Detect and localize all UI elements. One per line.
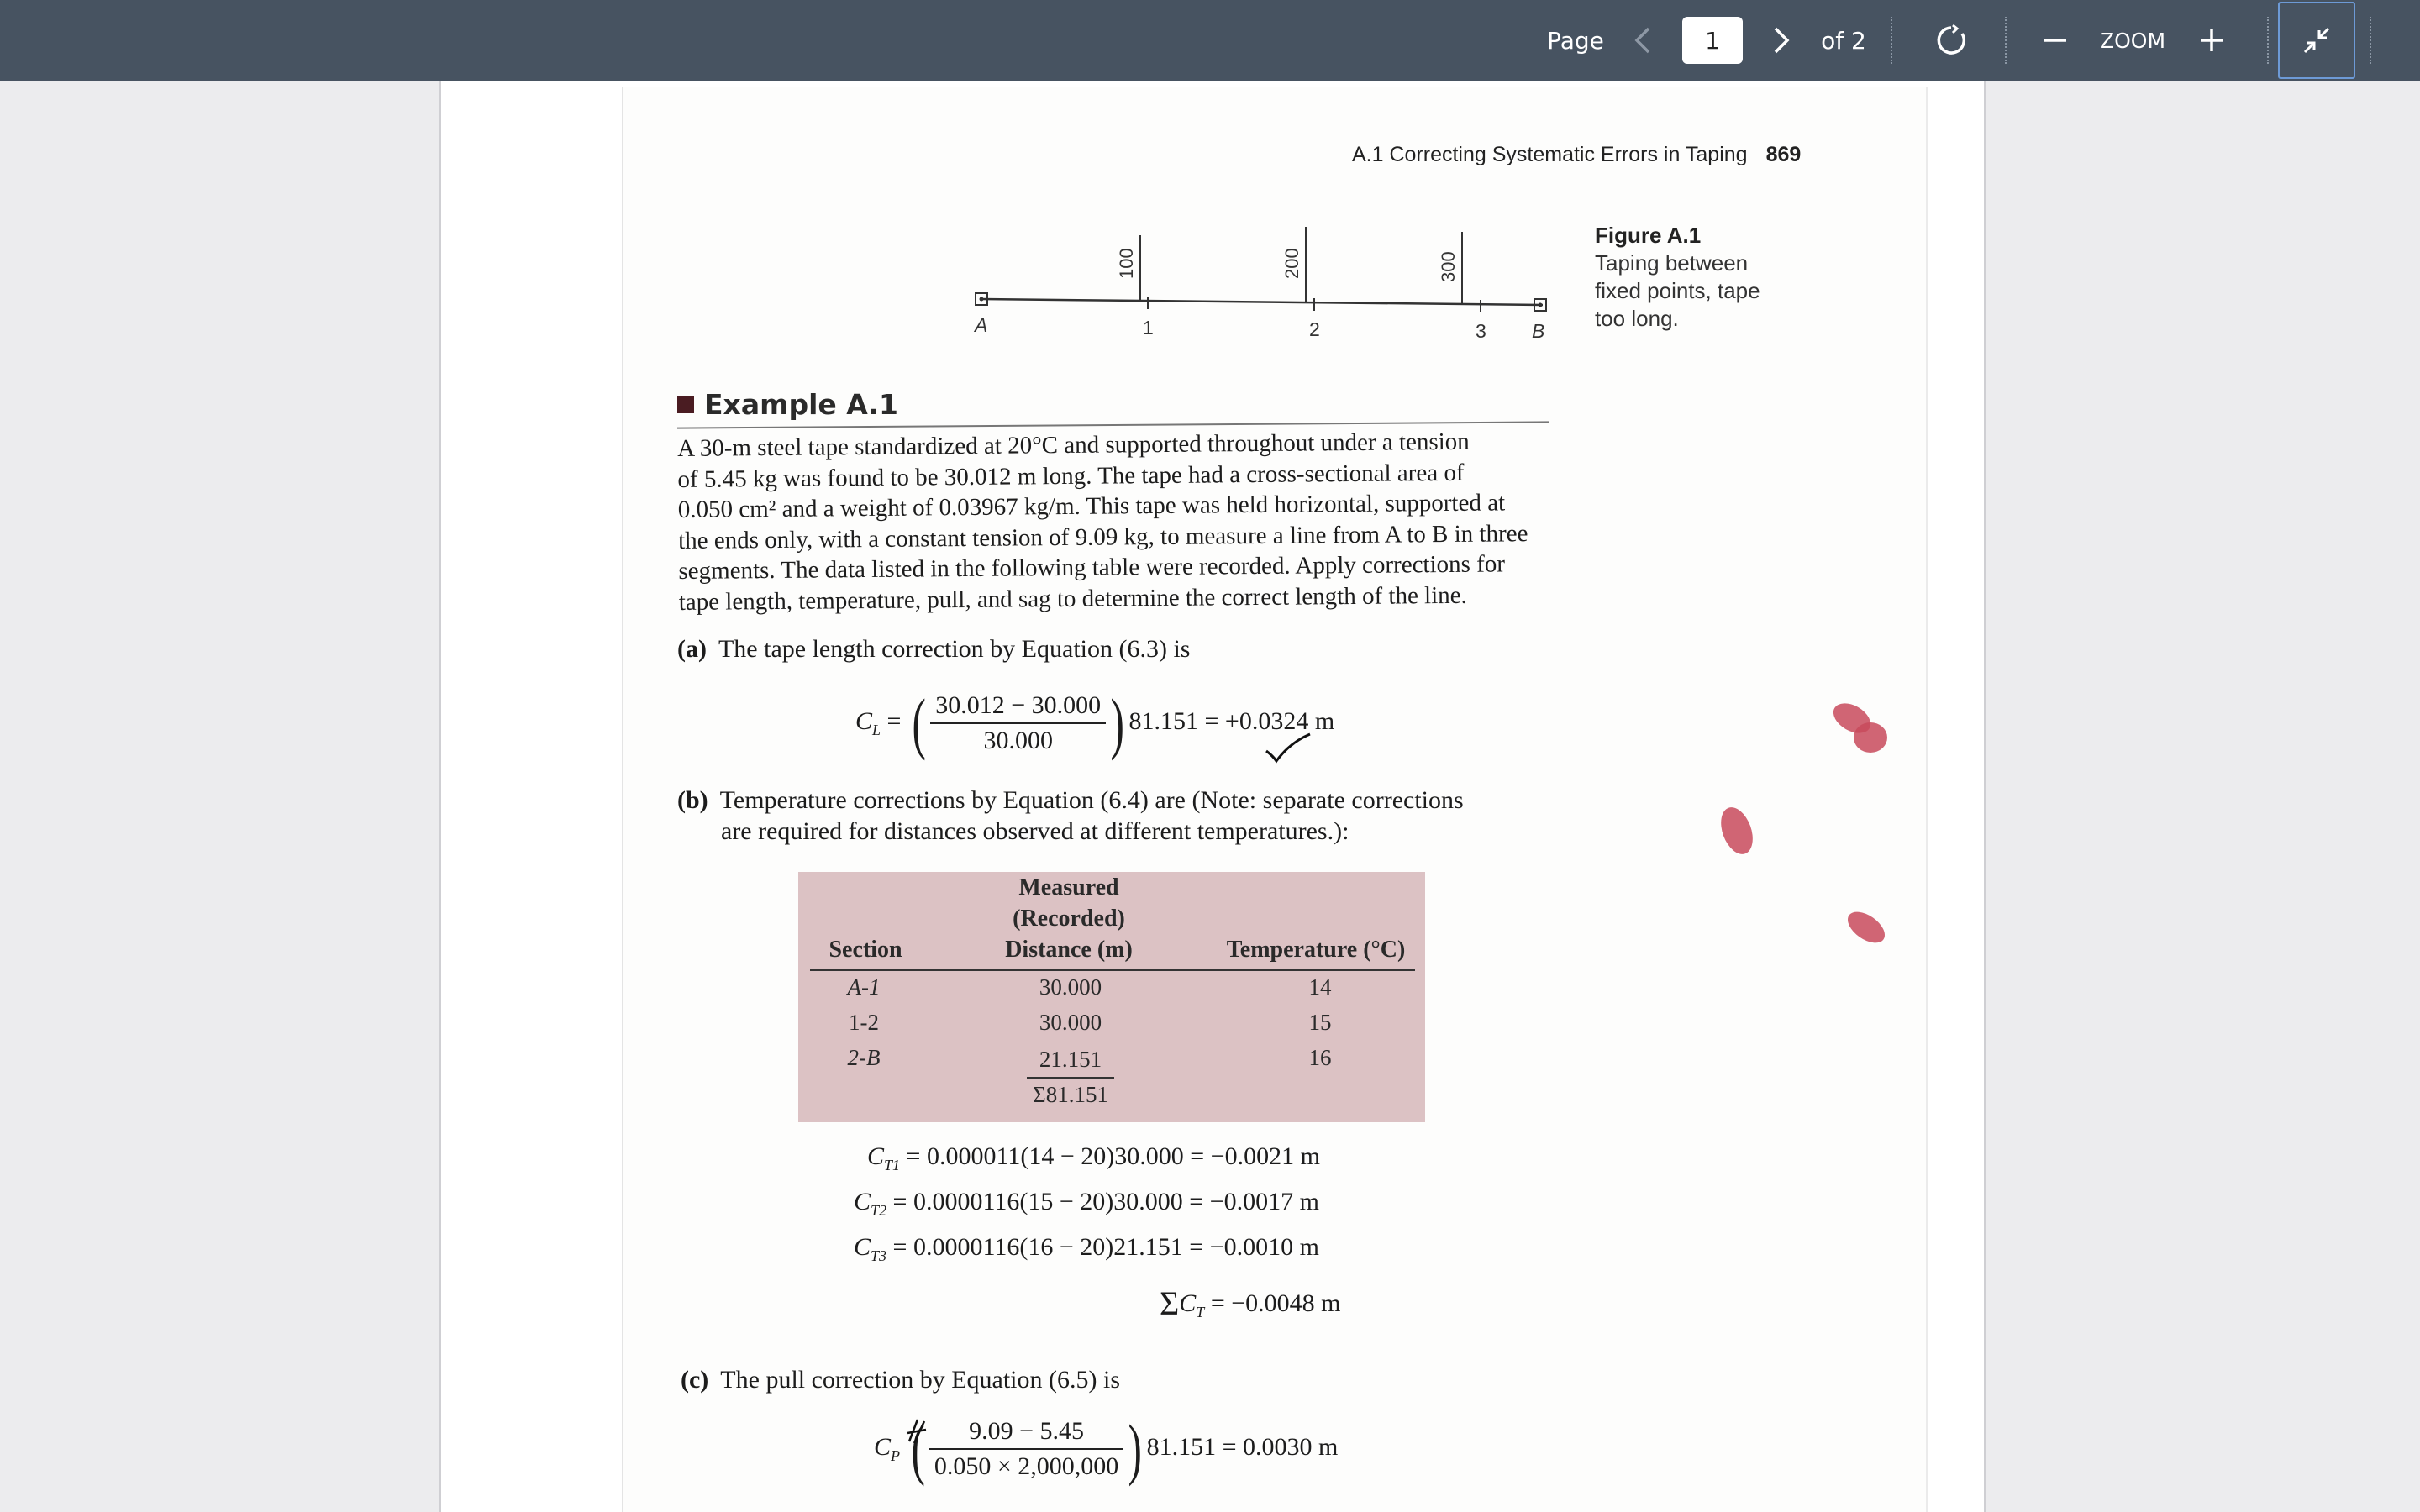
temp-equation: $C_{T1} = 0.000011(14 - 20)30.000 = -0.0021$ m xyxy=(867,1142,1320,1173)
station-label: 100 xyxy=(1116,248,1137,279)
eq-numerator: 30.012 − 30.000 xyxy=(930,691,1106,724)
station-label: 200 xyxy=(1281,248,1302,279)
table-cell: 21.151 xyxy=(1039,1047,1102,1072)
paragraph-line: A 30-m steel tape standardized at 20°C and supported throughout under a tension xyxy=(677,428,1470,462)
temp-eq-index: 2 xyxy=(879,1202,887,1219)
part-b xyxy=(677,785,1464,847)
next-page-button[interactable] xyxy=(1765,0,1798,81)
eq-result: 81.151 = +0.0324 m xyxy=(1128,706,1335,735)
taping-figure xyxy=(950,218,1563,344)
header-distance-line: Distance (m) xyxy=(1005,937,1133,963)
header-section-col: Section xyxy=(829,937,902,963)
header-section: A.1 Correcting Systematic Errors in Taping xyxy=(1352,143,1748,166)
table-cell: 1-2 xyxy=(849,1010,879,1035)
header-distance-col xyxy=(955,872,1183,965)
point-label: A xyxy=(975,314,988,336)
eq-lhs: C xyxy=(855,706,873,735)
page-label: Page xyxy=(1547,26,1604,55)
table-cell: 15 xyxy=(1308,1010,1332,1035)
temp-eq-text: = 0.0000116(16 − 20)21.151 = −0.0010 m xyxy=(892,1233,1319,1261)
temp-eq-text: = 0.0000116(15 − 20)30.000 = −0.0017 m xyxy=(892,1188,1319,1215)
temp-eq-text: = 0.000011(14 − 20)30.000 = −0.0021 m xyxy=(906,1142,1320,1170)
eq-result: 81.151 = 0.0030 m xyxy=(1146,1432,1339,1461)
plus-icon xyxy=(2199,28,2224,53)
paragraph-line: of 5.45 kg was found to be 30.012 m long. The tape had a cross-sectional area of xyxy=(677,459,1465,493)
toolbar-divider xyxy=(1891,17,1892,64)
figure-caption-title: Figure A.1 xyxy=(1595,223,1702,248)
checkmark-annotation xyxy=(1265,732,1312,764)
tape-length-equation: $C_L$ = ( $\frac{30.012 - 30.000}{30.000}$ ) 81.151 = +0.0324 m xyxy=(855,685,1335,761)
measurement-table xyxy=(798,872,1425,1122)
table-cell: 30.000 xyxy=(1039,1010,1102,1035)
part-b-text: are required for distances observed at different temperatures.): xyxy=(721,817,1349,845)
header-distance-line: Measured xyxy=(1018,874,1119,900)
eq-lhs-subscript: L xyxy=(872,721,881,738)
example-heading xyxy=(677,388,898,421)
ink-stain xyxy=(1854,722,1887,753)
part-c-text: The pull correction by Equation (6.5) is xyxy=(720,1366,1121,1394)
toolbar-divider xyxy=(2370,17,2371,64)
temp-eq-index: 3 xyxy=(879,1247,887,1264)
eq-denominator: 30.000 xyxy=(983,727,1053,754)
point-label: 3 xyxy=(1476,320,1486,342)
example-paragraph xyxy=(677,426,1553,617)
toolbar-divider xyxy=(2267,17,2269,64)
table-cell: 16 xyxy=(1308,1045,1332,1070)
page-total: of 2 xyxy=(1821,26,1866,55)
page-header xyxy=(1352,143,1801,167)
sum-rule xyxy=(1027,1077,1114,1079)
temp-sum-text: = −0.0048 m xyxy=(1210,1289,1341,1317)
part-b-text: Temperature corrections by Equation (6.4) are (Note: separate corrections xyxy=(719,786,1464,814)
temp-equation: $C_{T3} = 0.0000116(16 - 20)21.151 = -0.0010$ m xyxy=(854,1233,1319,1264)
heading-marker xyxy=(677,396,694,413)
table-cell: 14 xyxy=(1308,974,1332,1000)
header-temperature-col: Temperature (°C) xyxy=(1226,937,1406,963)
point-label: 2 xyxy=(1309,318,1320,340)
part-a-text: The tape length correction by Equation (6.3) is xyxy=(718,635,1191,663)
table-sum: Σ81.151 xyxy=(1033,1082,1108,1107)
header-distance-line: (Recorded) xyxy=(1013,906,1125,932)
part-c xyxy=(681,1366,1120,1394)
example-title: Example A.1 xyxy=(704,388,898,421)
temp-eq-index: 1 xyxy=(892,1157,901,1173)
eq-denominator: 0.050 × 2,000,000 xyxy=(934,1452,1119,1480)
pdf-viewer-toolbar xyxy=(0,0,2420,81)
header-page-number: 869 xyxy=(1765,143,1802,166)
chevron-right-icon xyxy=(1772,26,1791,55)
temp-sum-equation: $\Sigma C_T = -0.0048$ m xyxy=(1160,1284,1341,1322)
paragraph-line: 0.050 cm² and a weight of 0.03967 kg/m. This tape was held horizontal, supported at xyxy=(677,489,1506,523)
exit-fullscreen-button[interactable] xyxy=(2278,2,2355,79)
toolbar-divider xyxy=(2005,17,2007,64)
pen-mark-annotation xyxy=(906,1416,928,1445)
paragraph-line: segments. The data listed in the following table were recorded. Apply corrections for xyxy=(678,550,1506,585)
paragraph-line: tape length, temperature, pull, and sag to determine the correct length of the line. xyxy=(678,581,1467,616)
figure-caption-line: fixed points, tape xyxy=(1595,278,1760,303)
previous-page-button[interactable] xyxy=(1626,0,1660,81)
table-cell: A-1 xyxy=(847,974,881,1000)
part-b-label: (b) xyxy=(677,786,708,814)
page-number-input[interactable]: 1 xyxy=(1682,17,1743,64)
zoom-label: ZOOM xyxy=(2099,28,2166,53)
temp-equation: $C_{T2} = 0.0000116(15 - 20)30.000 = -0.0017$ m xyxy=(854,1188,1319,1219)
part-a xyxy=(677,635,1190,664)
chevron-left-icon xyxy=(1634,26,1652,55)
eq-fraction xyxy=(930,691,1106,755)
part-a-label: (a) xyxy=(677,635,707,663)
eq-lhs-subscript: P xyxy=(891,1446,901,1464)
point-label: B xyxy=(1532,320,1545,342)
minus-icon xyxy=(2043,28,2068,53)
table-rule xyxy=(810,969,1415,971)
collapse-arrows-icon xyxy=(2302,25,2332,55)
point-label: 1 xyxy=(1143,317,1154,339)
table-cell: 2-B xyxy=(847,1045,881,1070)
eq-lhs: C xyxy=(874,1432,892,1461)
zoom-in-button[interactable] xyxy=(2196,0,2227,81)
part-c-label: (c) xyxy=(681,1366,709,1394)
eq-fraction xyxy=(929,1417,1123,1481)
station-label: 300 xyxy=(1438,251,1459,282)
figure-caption-line: Taping between xyxy=(1595,250,1749,276)
figure-caption-line: too long. xyxy=(1595,306,1679,331)
rotate-icon xyxy=(1934,24,1968,57)
figure-caption xyxy=(1595,222,1813,333)
zoom-out-button[interactable] xyxy=(2040,0,2070,81)
paragraph-line: the ends only, with a constant tension of 9.09 kg, to measure a line from A to B in three xyxy=(677,519,1528,554)
eq-numerator: 9.09 − 5.45 xyxy=(929,1417,1123,1450)
pull-correction-equation: $C_P$ ( $\frac{9.09 - 5.45}{0.050 \times 2,000,000}$ ) 81.151 = 0.0030 m xyxy=(874,1410,1339,1487)
rotate-button[interactable] xyxy=(1931,0,1971,81)
table-cell: 30.000 xyxy=(1039,974,1102,1000)
